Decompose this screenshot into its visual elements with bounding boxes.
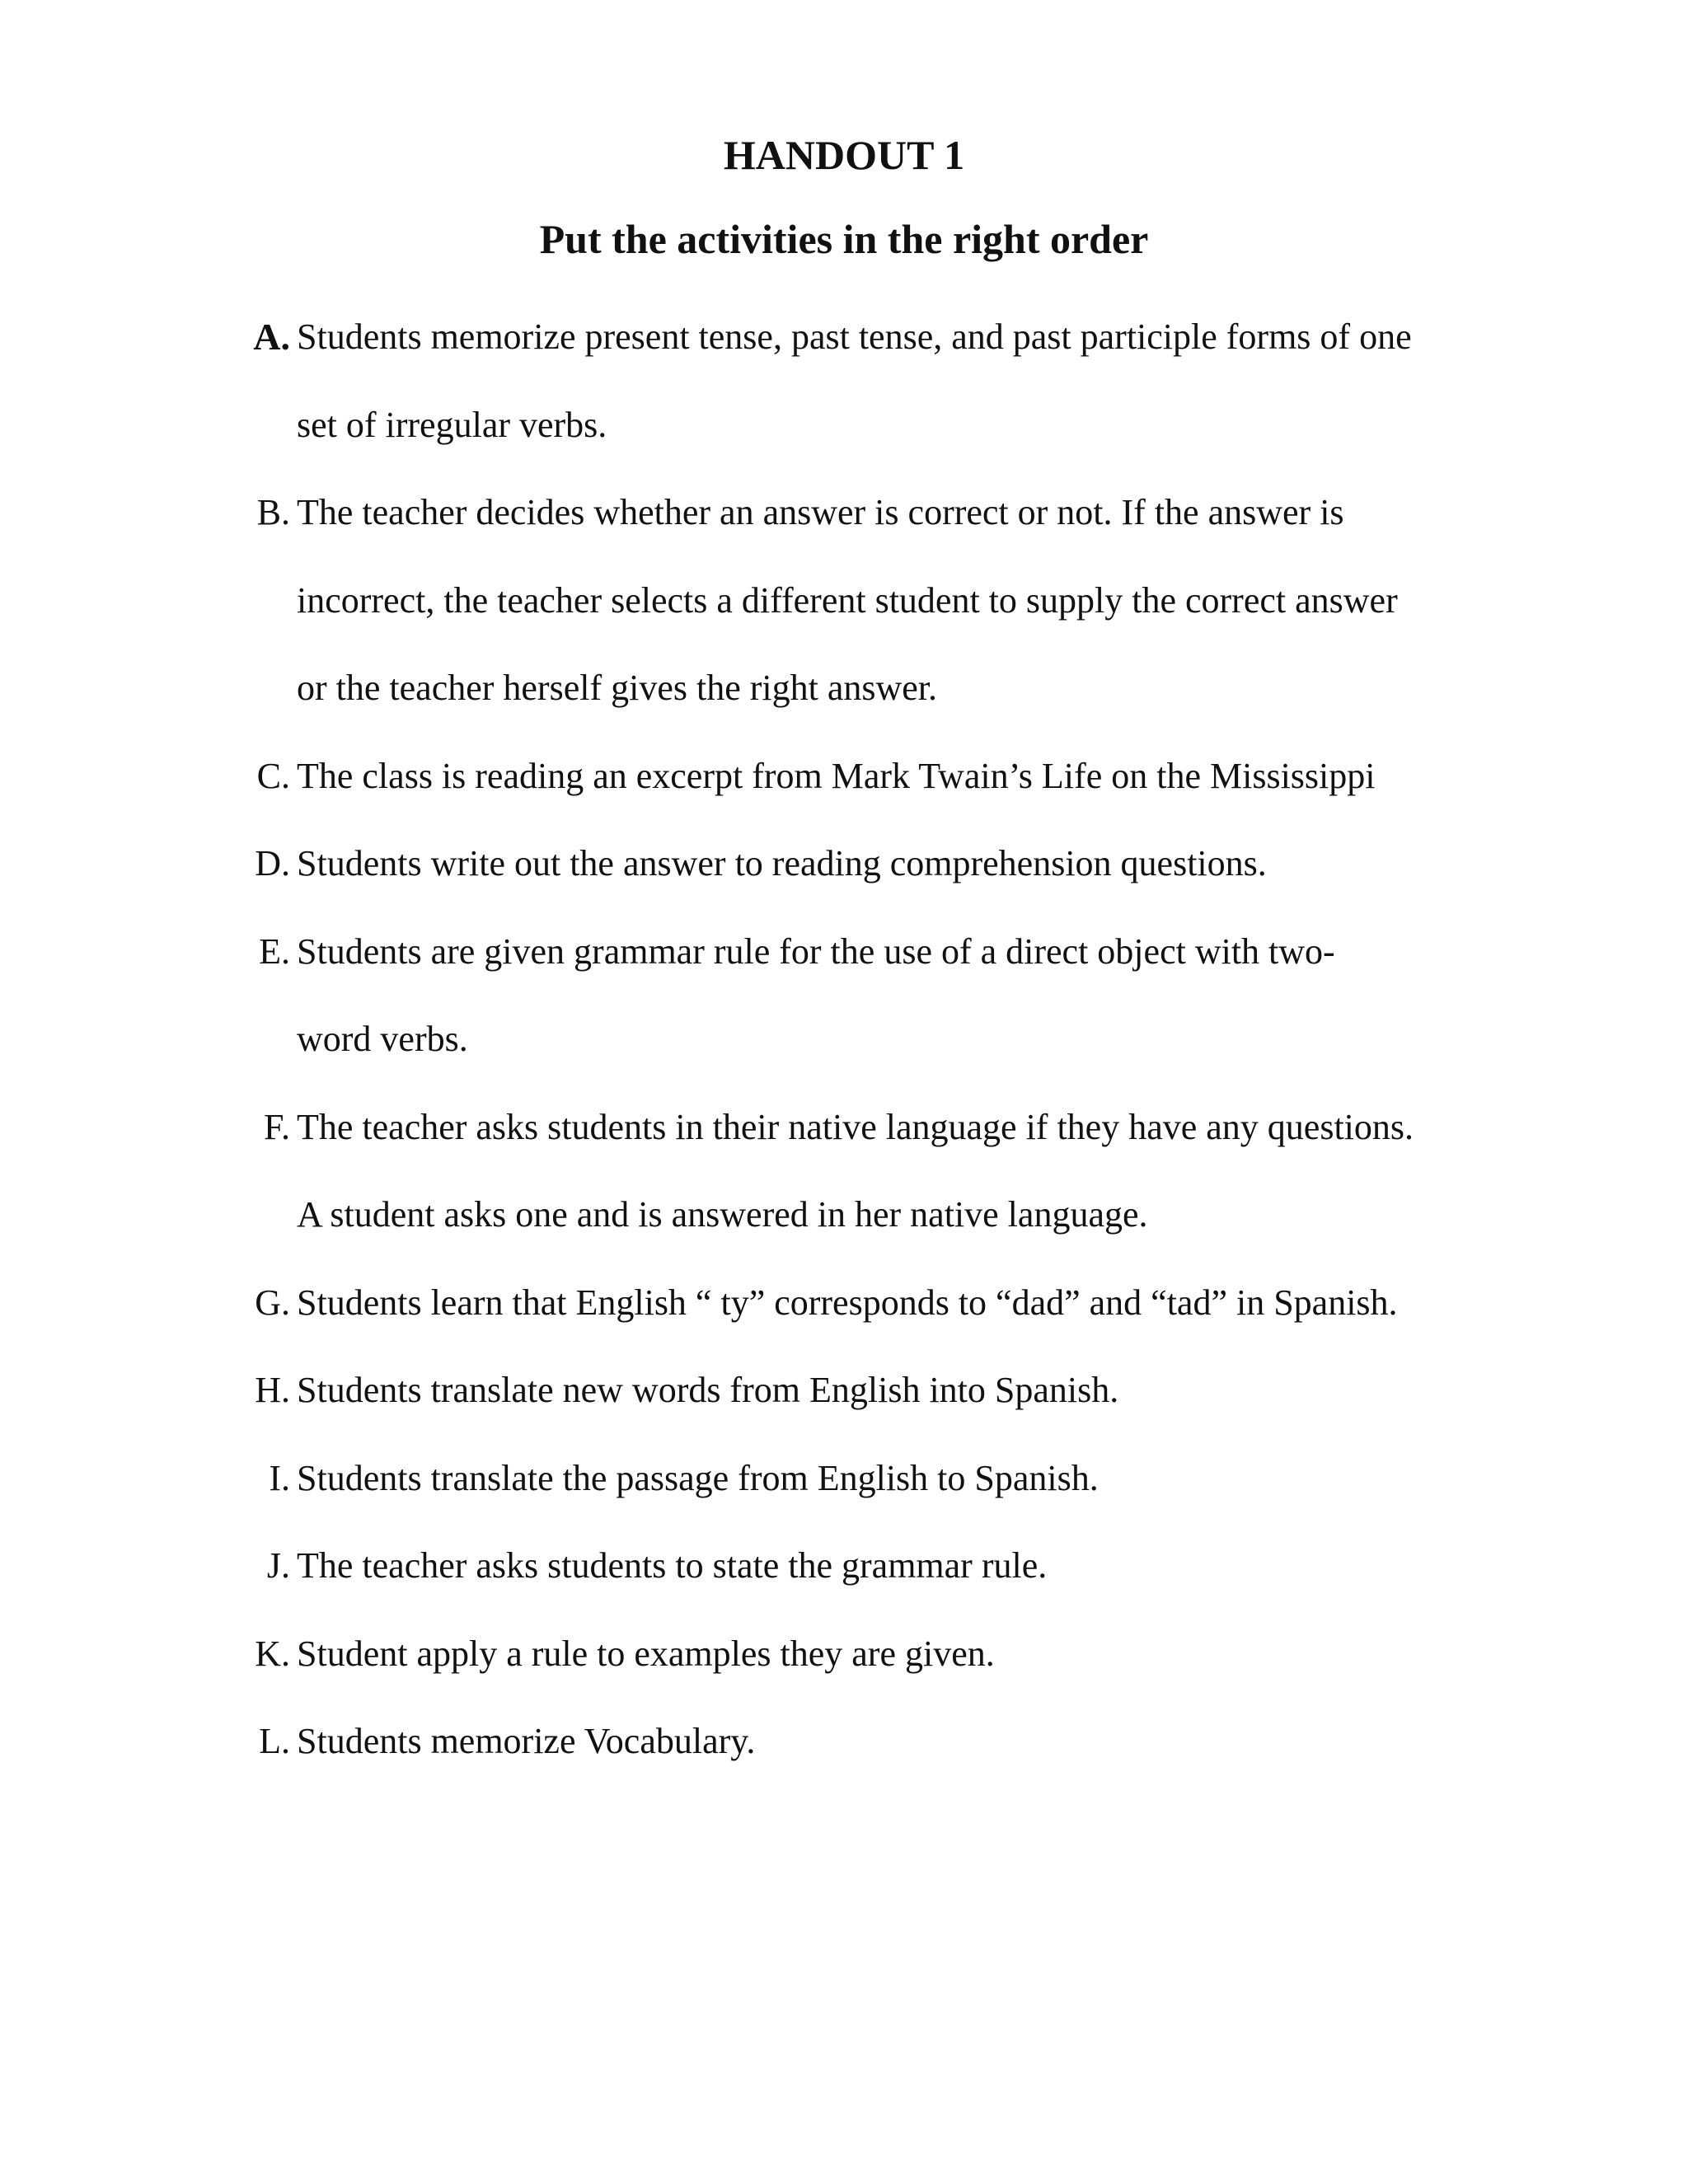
item-marker: K. xyxy=(255,1633,290,1674)
item-marker: A. xyxy=(253,316,290,358)
list-item-k xyxy=(231,1610,1500,1699)
list-item-e xyxy=(231,908,1500,1084)
list-item-j xyxy=(231,1522,1500,1610)
list-item-l xyxy=(231,1698,1500,1786)
item-text: Students translate new words from English into Spanish. xyxy=(297,1370,1119,1410)
item-text: Students are given grammar rule for the use of a direct object with two- word verbs. xyxy=(297,930,1335,1059)
item-marker: J. xyxy=(266,1545,290,1586)
page-title: HANDOUT 1 xyxy=(723,132,965,178)
list-item-c xyxy=(231,733,1500,821)
list-item-i xyxy=(231,1435,1500,1523)
activity-list xyxy=(231,293,1500,1786)
item-marker: B. xyxy=(256,492,290,532)
item-marker: D. xyxy=(255,843,290,883)
item-marker: G. xyxy=(255,1282,290,1323)
item-text: The teacher asks students to state the grammar rule. xyxy=(297,1545,1048,1586)
list-item-h xyxy=(231,1347,1500,1435)
item-text: Students memorize present tense, past tense, and past participle forms of one set of irregular verbs. xyxy=(297,316,1412,445)
page-subtitle: Put the activities in the right order xyxy=(539,216,1149,262)
item-text: Students write out the answer to reading comprehension questions. xyxy=(297,843,1267,883)
item-text: Students learn that English “ ty” corresponds to “dad” and “tad” in Spanish. xyxy=(297,1282,1398,1323)
item-marker: E. xyxy=(259,930,290,972)
item-marker: L. xyxy=(259,1721,290,1761)
item-text: Students memorize Vocabulary. xyxy=(297,1721,756,1761)
list-item-a xyxy=(231,293,1500,469)
item-marker: H. xyxy=(255,1370,290,1410)
item-text: Students translate the passage from English to Spanish. xyxy=(297,1457,1099,1498)
list-item-d xyxy=(231,820,1500,908)
list-item-f xyxy=(231,1084,1500,1259)
item-text: The class is reading an excerpt from Mark Twain’s Life on the Mississippi xyxy=(297,755,1376,796)
list-item-b xyxy=(231,469,1500,733)
item-text: The teacher asks students in their native language if they have any questions. A student asks one and is answered in her native language. xyxy=(297,1106,1414,1235)
item-marker: C. xyxy=(256,755,290,796)
item-text: The teacher decides whether an answer is correct or not. If the answer is incorrect, the teacher selects a different student to supply the correct answer or the teacher herself gives the right answer. xyxy=(297,492,1398,708)
item-marker: I. xyxy=(269,1457,290,1498)
item-marker: F. xyxy=(264,1106,290,1147)
item-text: Student apply a rule to examples they are given. xyxy=(297,1633,995,1674)
list-item-g xyxy=(231,1259,1500,1347)
